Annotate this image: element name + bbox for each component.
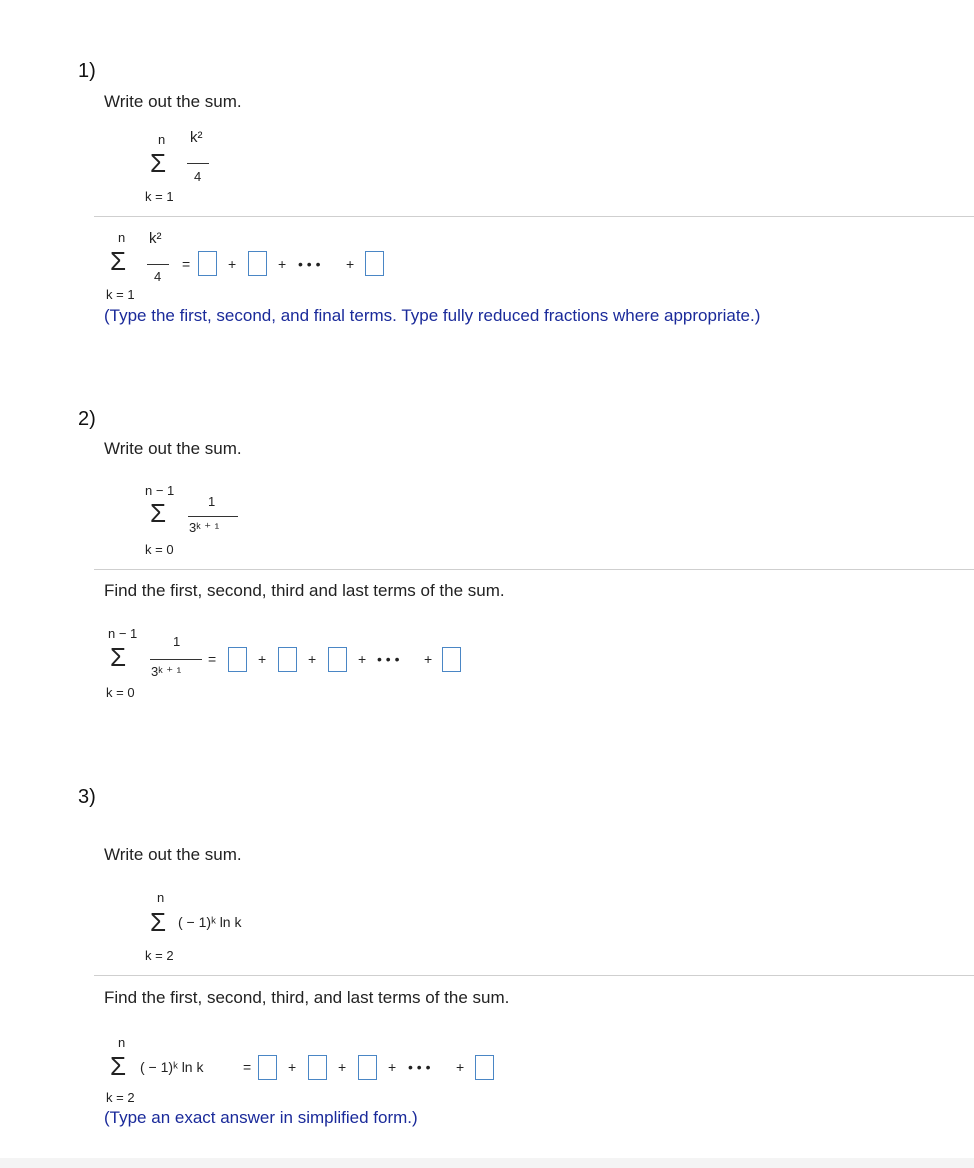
sum-expression: ( − 1)ᵏ ln k [140, 1059, 204, 1075]
plus-sign: + [288, 1059, 297, 1075]
fraction-denominator: 4 [154, 269, 162, 284]
sigma-icon: Σ [150, 907, 167, 937]
sum-upper-limit: n − 1 [145, 483, 175, 498]
problem-1-instruction: Write out the sum. [104, 92, 242, 111]
sum-lower-limit: k = 1 [106, 287, 135, 302]
divider [94, 975, 974, 976]
plus-sign: + [228, 256, 237, 272]
sum-lower-limit: k = 0 [106, 685, 135, 700]
problem-3-instruction: Write out the sum. [104, 845, 242, 864]
divider [94, 216, 974, 217]
plus-sign: + [358, 651, 367, 667]
plus-sign: + [346, 256, 355, 272]
divider [94, 569, 974, 570]
plus-sign: + [456, 1059, 465, 1075]
answer-box-second-term[interactable] [278, 647, 297, 672]
fraction-numerator: 1 [208, 494, 216, 509]
find-terms-instruction: Find the first, second, third, and last terms of the sum. [104, 988, 510, 1007]
plus-sign: + [388, 1059, 397, 1075]
answer-hint: (Type an exact answer in simplified form.) [104, 1108, 418, 1127]
sum-upper-limit: n [158, 132, 166, 147]
plus-sign: + [278, 256, 287, 272]
sigma-icon: Σ [110, 642, 127, 672]
answer-box-last-term[interactable] [475, 1055, 494, 1080]
fraction-numerator: k² [149, 230, 162, 247]
problem-2-instruction: Write out the sum. [104, 439, 242, 458]
fraction-bar [150, 659, 202, 660]
fraction-bar [188, 516, 238, 517]
problem-3-number: 3) [78, 786, 96, 808]
find-terms-instruction: Find the first, second, third and last terms of the sum. [104, 581, 505, 600]
equals-sign: = [208, 651, 217, 667]
sum-lower-limit: k = 0 [145, 542, 174, 557]
sum-upper-limit: n [118, 1035, 126, 1050]
fraction-bar [187, 163, 209, 164]
sigma-icon: Σ [150, 498, 167, 528]
fraction-numerator: 1 [173, 634, 181, 649]
answer-box-third-term[interactable] [328, 647, 347, 672]
plus-sign: + [308, 651, 317, 667]
plus-sign: + [424, 651, 433, 667]
sum-lower-limit: k = 1 [145, 189, 174, 204]
fraction-denominator: 4 [194, 169, 202, 184]
sigma-icon: Σ [110, 246, 127, 276]
answer-box-final-term[interactable] [365, 251, 384, 276]
problem-2-number: 2) [78, 408, 96, 430]
sum-upper-limit: n [118, 230, 126, 245]
ellipsis: • • • [408, 1059, 431, 1075]
answer-box-second-term[interactable] [248, 251, 267, 276]
plus-sign: + [258, 651, 267, 667]
sum-lower-limit: k = 2 [145, 948, 174, 963]
answer-box-first-term[interactable] [258, 1055, 277, 1080]
answer-box-first-term[interactable] [198, 251, 217, 276]
sigma-icon: Σ [110, 1051, 127, 1081]
fraction-numerator: k² [190, 129, 203, 146]
equals-sign: = [182, 256, 191, 272]
sigma-icon: Σ [150, 148, 167, 178]
plus-sign: + [338, 1059, 347, 1075]
problem-1-number: 1) [78, 60, 96, 82]
fraction-bar [147, 264, 169, 265]
page-footer-bar [0, 1158, 974, 1168]
ellipsis: • • • [298, 256, 321, 272]
answer-box-last-term[interactable] [442, 647, 461, 672]
sum-upper-limit: n [157, 890, 165, 905]
answer-box-third-term[interactable] [358, 1055, 377, 1080]
answer-box-first-term[interactable] [228, 647, 247, 672]
sum-expression: ( − 1)ᵏ ln k [178, 914, 242, 930]
answer-hint: (Type the first, second, and final terms. Type fully reduced fractions where appropriate.) [104, 306, 761, 325]
ellipsis: • • • [377, 651, 400, 667]
sum-lower-limit: k = 2 [106, 1090, 135, 1105]
fraction-denominator: 3ᵏ ⁺ ¹ [189, 520, 220, 535]
equals-sign: = [243, 1059, 252, 1075]
sum-upper-limit: n − 1 [108, 626, 138, 641]
answer-box-second-term[interactable] [308, 1055, 327, 1080]
fraction-denominator: 3ᵏ ⁺ ¹ [151, 664, 182, 679]
